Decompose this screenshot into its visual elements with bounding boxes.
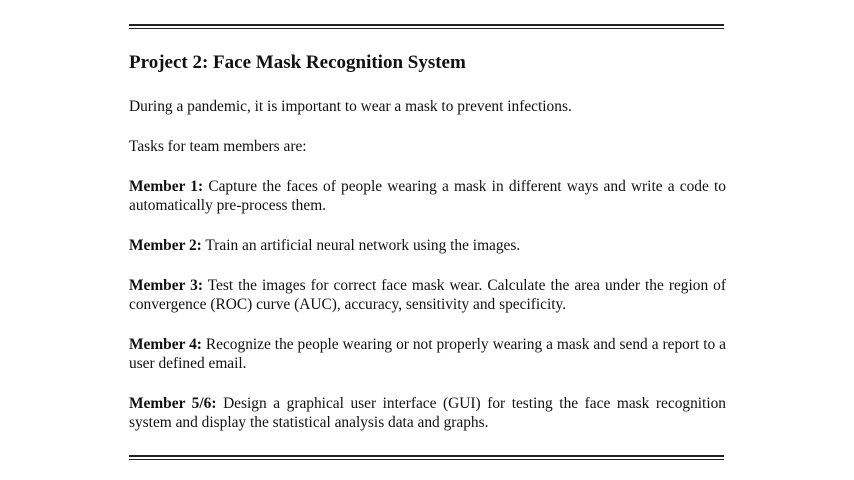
member-3-task: [129, 276, 726, 314]
intro-paragraph: During a pandemic, it is important to wear a mask to prevent infections.: [129, 98, 572, 115]
member-2-label: Member 2:: [129, 237, 202, 254]
bottom-double-rule: [129, 455, 724, 460]
member-3-text: Test the images for correct face mask wear. Calculate the area under the region of convergence (ROC) curve (AUC), accuracy, sensitivity and specificity.: [129, 277, 726, 313]
tasks-heading: Tasks for team members are:: [129, 138, 307, 155]
project-title: Project 2: Face Mask Recognition System: [129, 52, 466, 73]
member-1-task: [129, 177, 726, 215]
member-5-6-task: [129, 394, 726, 432]
member-5-6-label: Member 5/6:: [129, 395, 217, 412]
member-2-task: [129, 236, 726, 255]
top-double-rule: [129, 24, 724, 29]
member-4-text: Recognize the people wearing or not properly wearing a mask and send a report to a user defined email.: [129, 336, 726, 372]
member-2-text: Train an artificial neural network using the images.: [205, 237, 521, 254]
document-body: [129, 50, 726, 432]
member-1-text: Capture the faces of people wearing a mask in different ways and write a code to automatically pre-process them.: [129, 178, 726, 214]
member-4-task: [129, 335, 726, 373]
member-3-label: Member 3:: [129, 277, 203, 294]
member-1-label: Member 1:: [129, 178, 204, 195]
member-5-6-text: Design a graphical user interface (GUI) for testing the face mask recognition system and display the statistical analysis data and graphs.: [129, 395, 726, 431]
member-4-label: Member 4:: [129, 336, 202, 353]
